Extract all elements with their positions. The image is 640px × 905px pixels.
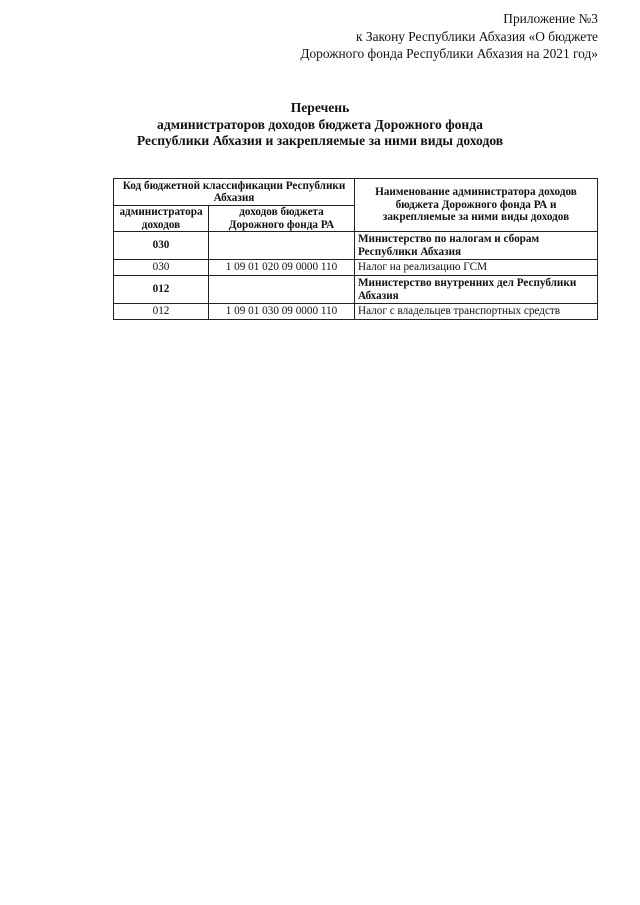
- header-administrator-name: Наименование администратора доходов бюджета Дорожного фонда РА и закрепляемые за ними виды доходов: [355, 179, 598, 232]
- cell-income-code: [209, 276, 355, 304]
- cell-name: Налог на реализацию ГСМ: [355, 260, 598, 276]
- cell-admin-code: 012: [114, 304, 209, 320]
- document-title: [0, 100, 640, 150]
- cell-admin-code: 012: [114, 276, 209, 304]
- table-row: [114, 232, 598, 260]
- cell-admin-code: 030: [114, 232, 209, 260]
- header-administrator-code: администратора доходов: [114, 206, 209, 232]
- administrators-table: [113, 178, 598, 320]
- cell-income-code: 1 09 01 030 09 0000 110: [209, 304, 355, 320]
- header-income-code: доходов бюджета Дорожного фонда РА: [209, 206, 355, 232]
- cell-name: Министерство внутренних дел Республики Абхазия: [355, 276, 598, 304]
- cell-name: Налог с владельцев транспортных средств: [355, 304, 598, 320]
- table-row: [114, 260, 598, 276]
- header-classification-code: Код бюджетной классификации Республики Абхазия: [114, 179, 355, 206]
- table-header-row: [114, 179, 598, 206]
- appendix-number: Приложение №3: [503, 11, 598, 26]
- cell-name: Министерство по налогам и сборам Республики Абхазия: [355, 232, 598, 260]
- appendix-law-reference: к Закону Республики Абхазия «О бюджете: [356, 28, 598, 44]
- table-row: [114, 276, 598, 304]
- title-line-3: Республики Абхазия и закрепляемые за ними виды доходов: [136, 133, 504, 148]
- cell-admin-code: 030: [114, 260, 209, 276]
- appendix-law-title: Дорожного фонда Республики Абхазия на 2021 год»: [300, 46, 598, 61]
- cell-income-code: [209, 232, 355, 260]
- table-row: [114, 304, 598, 320]
- title-line-1: Перечень: [290, 100, 350, 115]
- title-line-2: администраторов доходов бюджета Дорожного фонда: [157, 116, 483, 132]
- cell-income-code: 1 09 01 020 09 0000 110: [209, 260, 355, 276]
- appendix-header: [300, 10, 598, 63]
